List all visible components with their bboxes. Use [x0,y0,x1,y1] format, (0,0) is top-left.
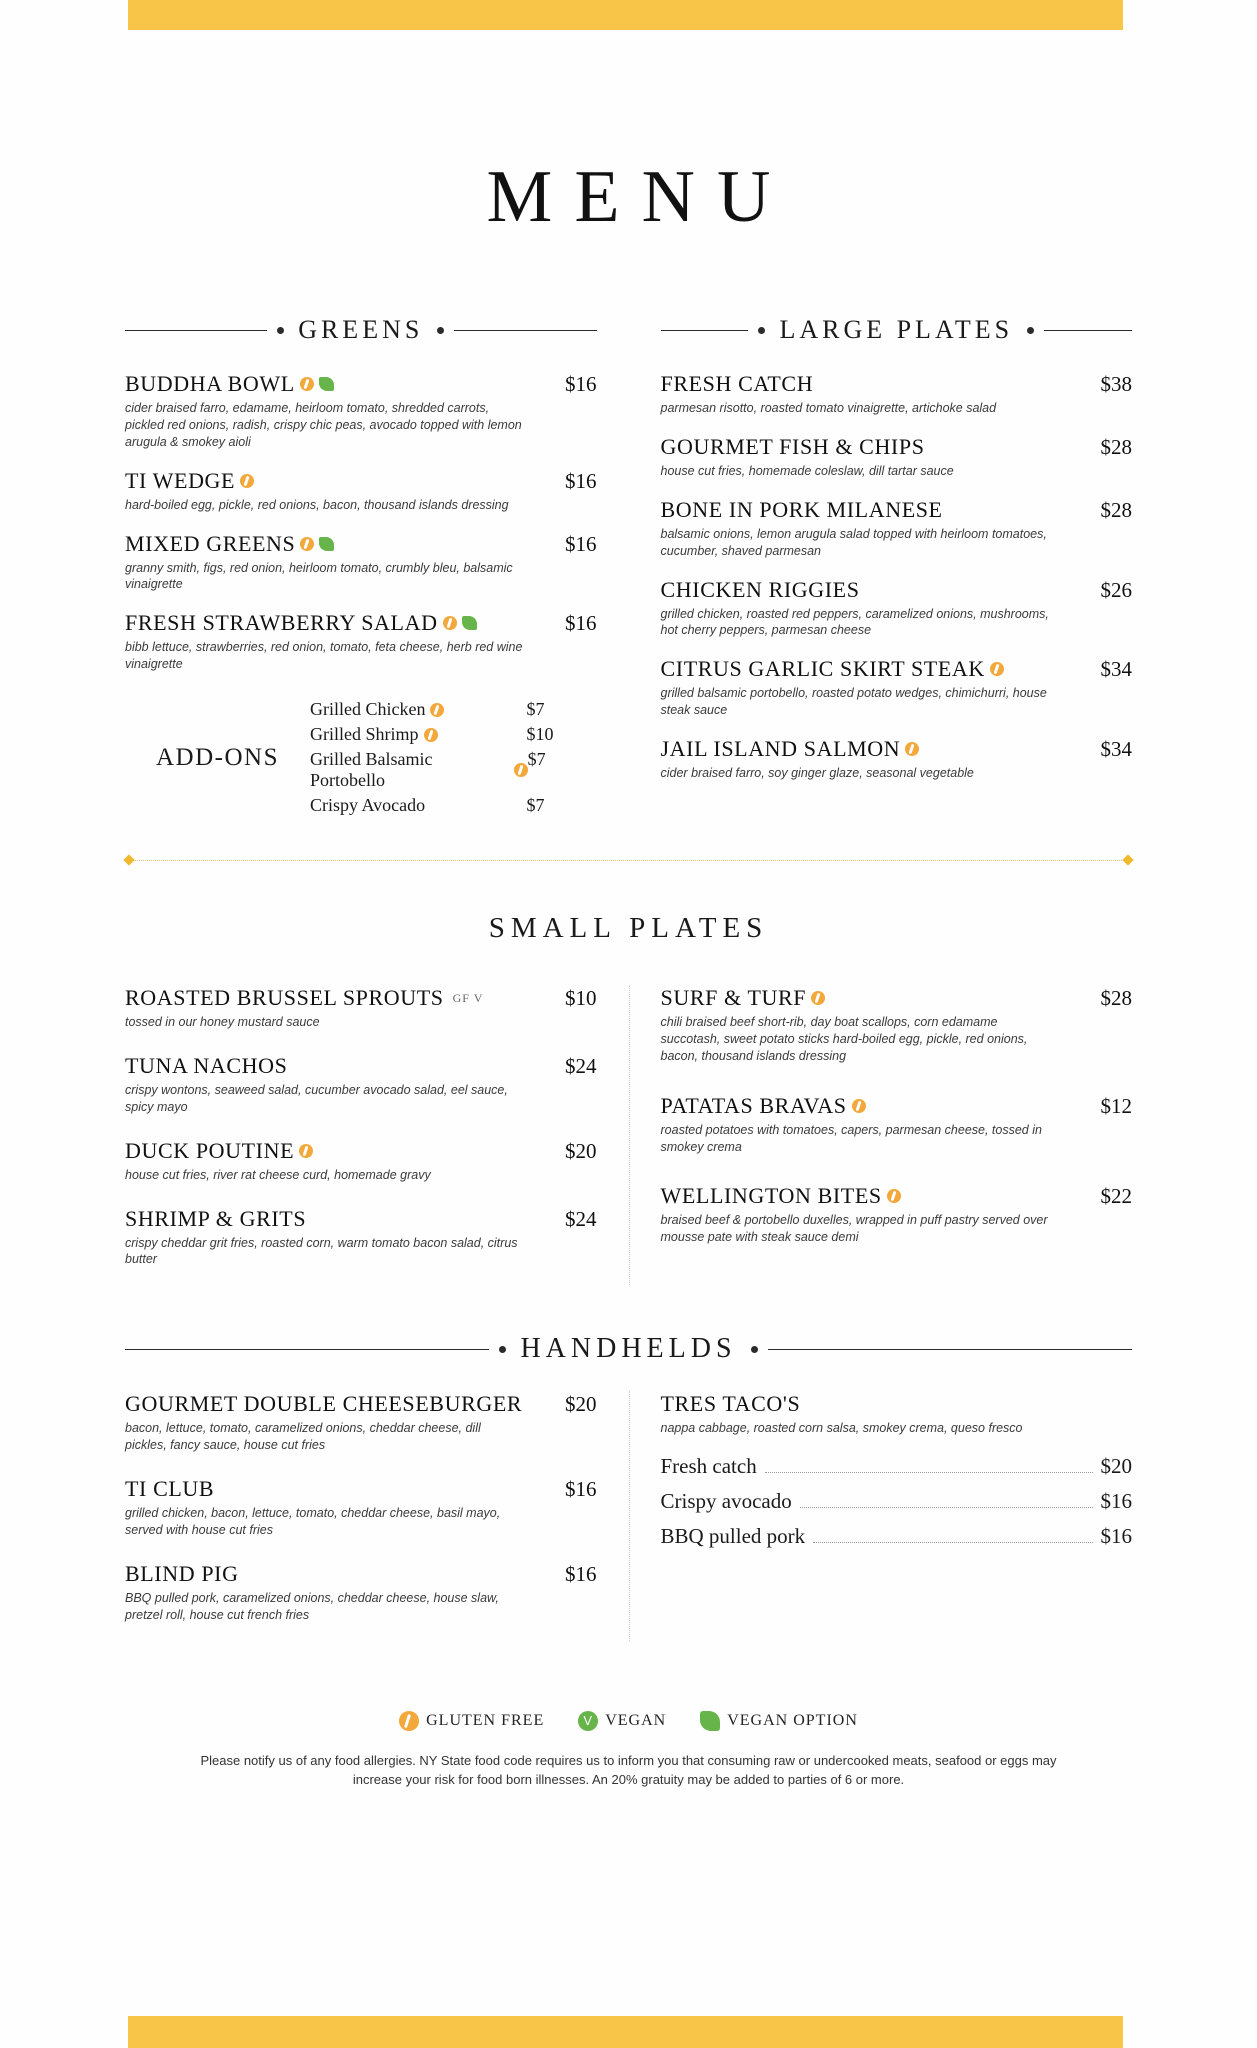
menu-item [661,736,1133,782]
vegan-option-icon [700,1711,720,1731]
bullet-dot-icon [499,1346,506,1353]
menu-item [125,1561,597,1624]
gluten-free-icon [514,763,528,777]
item-price: $16 [565,1477,597,1501]
item-name: GOURMET FISH & CHIPS [660,433,925,459]
menu-item [125,610,597,673]
menu-item [125,1138,597,1184]
small-plates-right [629,985,1133,1285]
taco-option-price: $16 [1100,1524,1132,1549]
footnote-text: Please notify us of any food allergies. NY State food code requires us to inform you that consuming raw or undercooked meats, seafood or eggs may increase your risk for food born illnesses. An 20% gratuity may be added to parties of 6 or more. [200,1752,1057,1787]
item-description: house cut fries, river rat cheese curd, homemade gravy [125,1167,431,1182]
menu-item [125,1053,597,1116]
item-price: $24 [565,1206,597,1231]
item-name: TUNA NACHOS [125,1052,288,1078]
item-description: BBQ pulled pork, caramelized onions, cheddar cheese, house slaw, pretzel roll, house cut french fries [125,1590,499,1622]
item-name: BLIND PIG [125,1560,239,1586]
add-on-name: Grilled Shrimp [310,724,419,744]
add-on-row [310,697,597,722]
leader-dots [800,1507,1093,1508]
item-name: TI WEDGE [125,467,236,493]
item-name: SURF & TURF [660,985,807,1010]
item-price: $26 [1100,577,1132,602]
item-name: GOURMET DOUBLE CHEESEBURGER [125,1391,523,1417]
item-name: FRESH CATCH [660,371,814,396]
item-diet-tag: GF V [452,990,484,1005]
rule-left [125,330,267,331]
taco-option-row [661,1454,1133,1479]
menu-item [125,531,597,594]
legend-label: VEGAN [605,1711,667,1729]
item-price: $16 [565,1561,597,1586]
item-description: grilled chicken, roasted red peppers, caramelized onions, mushrooms, hot cherry peppers, parmesan cheese [660,606,1049,638]
column-divider [629,985,631,1285]
menu-item [125,468,597,514]
gluten-free-icon [424,728,438,742]
item-description: grilled balsamic portobello, roasted potato wedges, chimichurri, house steak sauce [660,686,1047,718]
top-sections [0,315,1257,818]
gluten-free-icon [430,703,444,717]
item-description: cider braised farro, edamame, heirloom tomato, shredded carrots, pickled red onions, radish, crispy chic peas, avocado topped with lemon arugula & smokey aioli [125,401,522,449]
item-name: WELLINGTON BITES [660,1183,882,1209]
item-price: $22 [1100,1184,1132,1209]
add-on-price: $7 [527,749,546,769]
bullet-dot-icon [437,327,444,334]
item-price: $12 [1100,1093,1132,1118]
legend-item-vegan [578,1711,666,1731]
item-price: $16 [565,611,597,636]
menu-item [661,1093,1133,1156]
add-ons-list [310,697,597,818]
gluten-free-icon [887,1189,901,1203]
item-description: braised beef & portobello duxelles, wrapped in puff pastry served over mousse pate with steak sauce demi [660,1213,1048,1245]
item-price: $16 [565,531,597,556]
bullet-dot-icon [758,327,765,334]
gluten-free-icon [299,1144,313,1158]
taco-option-row [661,1489,1133,1514]
menu-item [125,1391,597,1454]
item-price: $16 [565,372,597,396]
menu-item [125,1476,597,1539]
leader-dots [765,1472,1093,1473]
menu-item [661,656,1133,719]
vegan-option-icon [319,377,334,391]
greens-section [125,315,629,818]
taco-options-list [661,1454,1133,1549]
gluten-free-icon [811,991,825,1005]
item-name: MIXED GREENS [125,530,296,556]
item-price: $34 [1100,657,1132,682]
item-name: BUDDHA BOWL [125,371,295,396]
item-description: crispy wontons, seaweed salad, cucumber avocado salad, eel sauce, spicy mayo [125,1082,508,1114]
add-on-name: Grilled Balsamic Portobello [310,749,433,790]
item-name: TRES TACO'S [660,1391,801,1417]
leader-dots [813,1542,1092,1543]
item-price: $34 [1100,737,1132,761]
gluten-free-icon [300,537,314,551]
add-ons-block [125,697,597,818]
item-description: hard-boiled egg, pickle, red onions, bacon, thousand islands dressing [125,497,509,512]
taco-option-price: $16 [1100,1489,1132,1514]
vegan-option-icon [319,537,334,551]
rule-right [768,1349,1132,1350]
taco-option-price: $20 [1100,1454,1132,1479]
add-on-name: Grilled Chicken [310,699,426,719]
taco-option-row [661,1524,1133,1549]
vegan-option-icon [462,616,477,630]
add-on-name: Crispy Avocado [310,795,426,815]
taco-option-name: Crispy avocado [660,1489,792,1514]
item-description: cider braised farro, soy ginger glaze, seasonal vegetable [660,766,974,780]
handhelds-heading [125,1333,1132,1365]
gluten-free-icon [240,474,254,488]
item-price: $20 [565,1138,597,1163]
legend-item-vegan-option [700,1711,858,1731]
page-title: MENU [486,156,793,238]
menu-item [661,1391,1133,1437]
bullet-dot-icon [751,1346,758,1353]
handhelds-heading-wrap [0,1333,1257,1365]
menu-item [661,1183,1133,1246]
item-description: chili braised beef short-rib, day boat scallops, corn edamame succotash, sweet potato sticks hard-boiled egg, pickle, red onions, bacon, thousand islands dressing [660,1015,1028,1063]
item-price: $16 [565,468,597,493]
gluten-free-icon [990,662,1004,676]
item-name: DUCK POUTINE [125,1137,295,1163]
item-name: SHRIMP & GRITS [125,1205,307,1231]
large-plates-heading-text: LARGE PLATES [779,315,1014,344]
handhelds-left [125,1391,629,1640]
gluten-free-icon [300,377,314,391]
menu-item [661,434,1133,480]
vegan-icon [578,1711,598,1731]
item-description: parmesan risotto, roasted tomato vinaigrette, artichoke salad [660,401,997,415]
divider-line [133,860,1124,861]
rule-right [1044,330,1132,331]
item-description: roasted potatoes with tomatoes, capers, parmesan cheese, tossed in smokey crema [660,1122,1042,1154]
small-plates-section [0,985,1257,1285]
item-price: $20 [565,1392,597,1417]
item-name: CITRUS GARLIC SKIRT STEAK [660,656,985,682]
item-description: house cut fries, homemade coleslaw, dill tartar sauce [660,463,954,478]
item-name: TI CLUB [125,1476,215,1501]
taco-option-name: Fresh catch [660,1454,757,1479]
add-on-price: $7 [526,699,545,719]
legend-label: VEGAN OPTION [727,1711,858,1729]
item-price: $10 [565,986,597,1010]
menu-item [661,577,1133,640]
bottom-accent-bar [128,2016,1123,2048]
rule-left [661,330,749,331]
item-description: bibb lettuce, strawberries, red onion, tomato, feta cheese, herb red wine vinaigrette [125,640,523,672]
taco-option-name: BBQ pulled pork [660,1524,806,1549]
column-divider [629,1391,631,1640]
item-description: crispy cheddar grit fries, roasted corn, warm tomato bacon salad, citrus butter [125,1235,518,1267]
item-name: CHICKEN RIGGIES [660,576,860,602]
gluten-free-icon [905,742,919,756]
add-ons-label: ADD-ONS [156,743,279,771]
menu-item [125,985,597,1031]
handhelds-section [0,1391,1257,1640]
item-name-wrap [125,371,334,397]
greens-heading-text: GREENS [298,315,424,344]
item-price: $24 [565,1053,597,1078]
gluten-free-icon [399,1711,419,1731]
add-on-price: $7 [526,795,545,815]
small-plates-heading: SMALL PLATES [488,912,769,944]
add-on-row [310,747,597,793]
large-plates-section [629,315,1133,818]
add-on-row [310,793,597,818]
add-on-row [310,722,597,747]
diamond-icon [1122,854,1133,865]
item-price: $28 [1100,986,1132,1010]
item-name: FRESH STRAWBERRY SALAD [125,610,438,636]
item-description: grilled chicken, bacon, lettuce, tomato, cheddar cheese, basil mayo, served with house cut fries [125,1506,501,1537]
handhelds-right [629,1391,1133,1640]
bullet-dot-icon [277,327,284,334]
item-name: BONE IN PORK MILANESE [660,496,943,522]
item-name: PATATAS BRAVAS [660,1092,847,1118]
item-description: bacon, lettuce, tomato, caramelized onions, cheddar cheese, dill pickles, fancy sauce, house cut fries [125,1421,481,1453]
menu-item [125,371,597,451]
item-name: ROASTED BRUSSEL SPROUTS [125,985,444,1010]
gluten-free-icon [443,616,457,630]
section-divider [125,856,1132,864]
item-price: $28 [1100,497,1132,522]
gluten-free-icon [852,1099,866,1113]
rule-left [125,1349,489,1350]
handhelds-heading-text: HANDHELDS [520,1333,737,1365]
legend-label: GLUTEN FREE [426,1711,545,1729]
add-on-price: $10 [526,724,554,744]
item-price: $28 [1100,434,1132,459]
menu-item [661,985,1133,1065]
legend-item-gluten-free [399,1711,544,1731]
menu-item [125,1206,597,1269]
greens-heading [125,315,597,345]
item-price: $38 [1100,372,1132,396]
rule-right [454,330,596,331]
small-plates-left [125,985,629,1285]
item-description: granny smith, figs, red onion, heirloom tomato, crumbly bleu, balsamic vinaigrette [125,560,513,592]
item-description: balsamic onions, lemon arugula salad topped with heirloom tomatoes, cucumber, shaved parmesan [660,526,1047,558]
item-description: tossed in our honey mustard sauce [125,1015,320,1029]
menu-item [661,371,1133,417]
bullet-dot-icon [1027,327,1034,334]
item-description: nappa cabbage, roasted corn salsa, smokey crema, queso fresco [660,1421,1023,1436]
diamond-icon [123,854,134,865]
menu-item [661,497,1133,560]
legend [0,1711,1257,1731]
item-name: JAIL ISLAND SALMON [660,736,901,761]
large-plates-heading [661,315,1133,345]
